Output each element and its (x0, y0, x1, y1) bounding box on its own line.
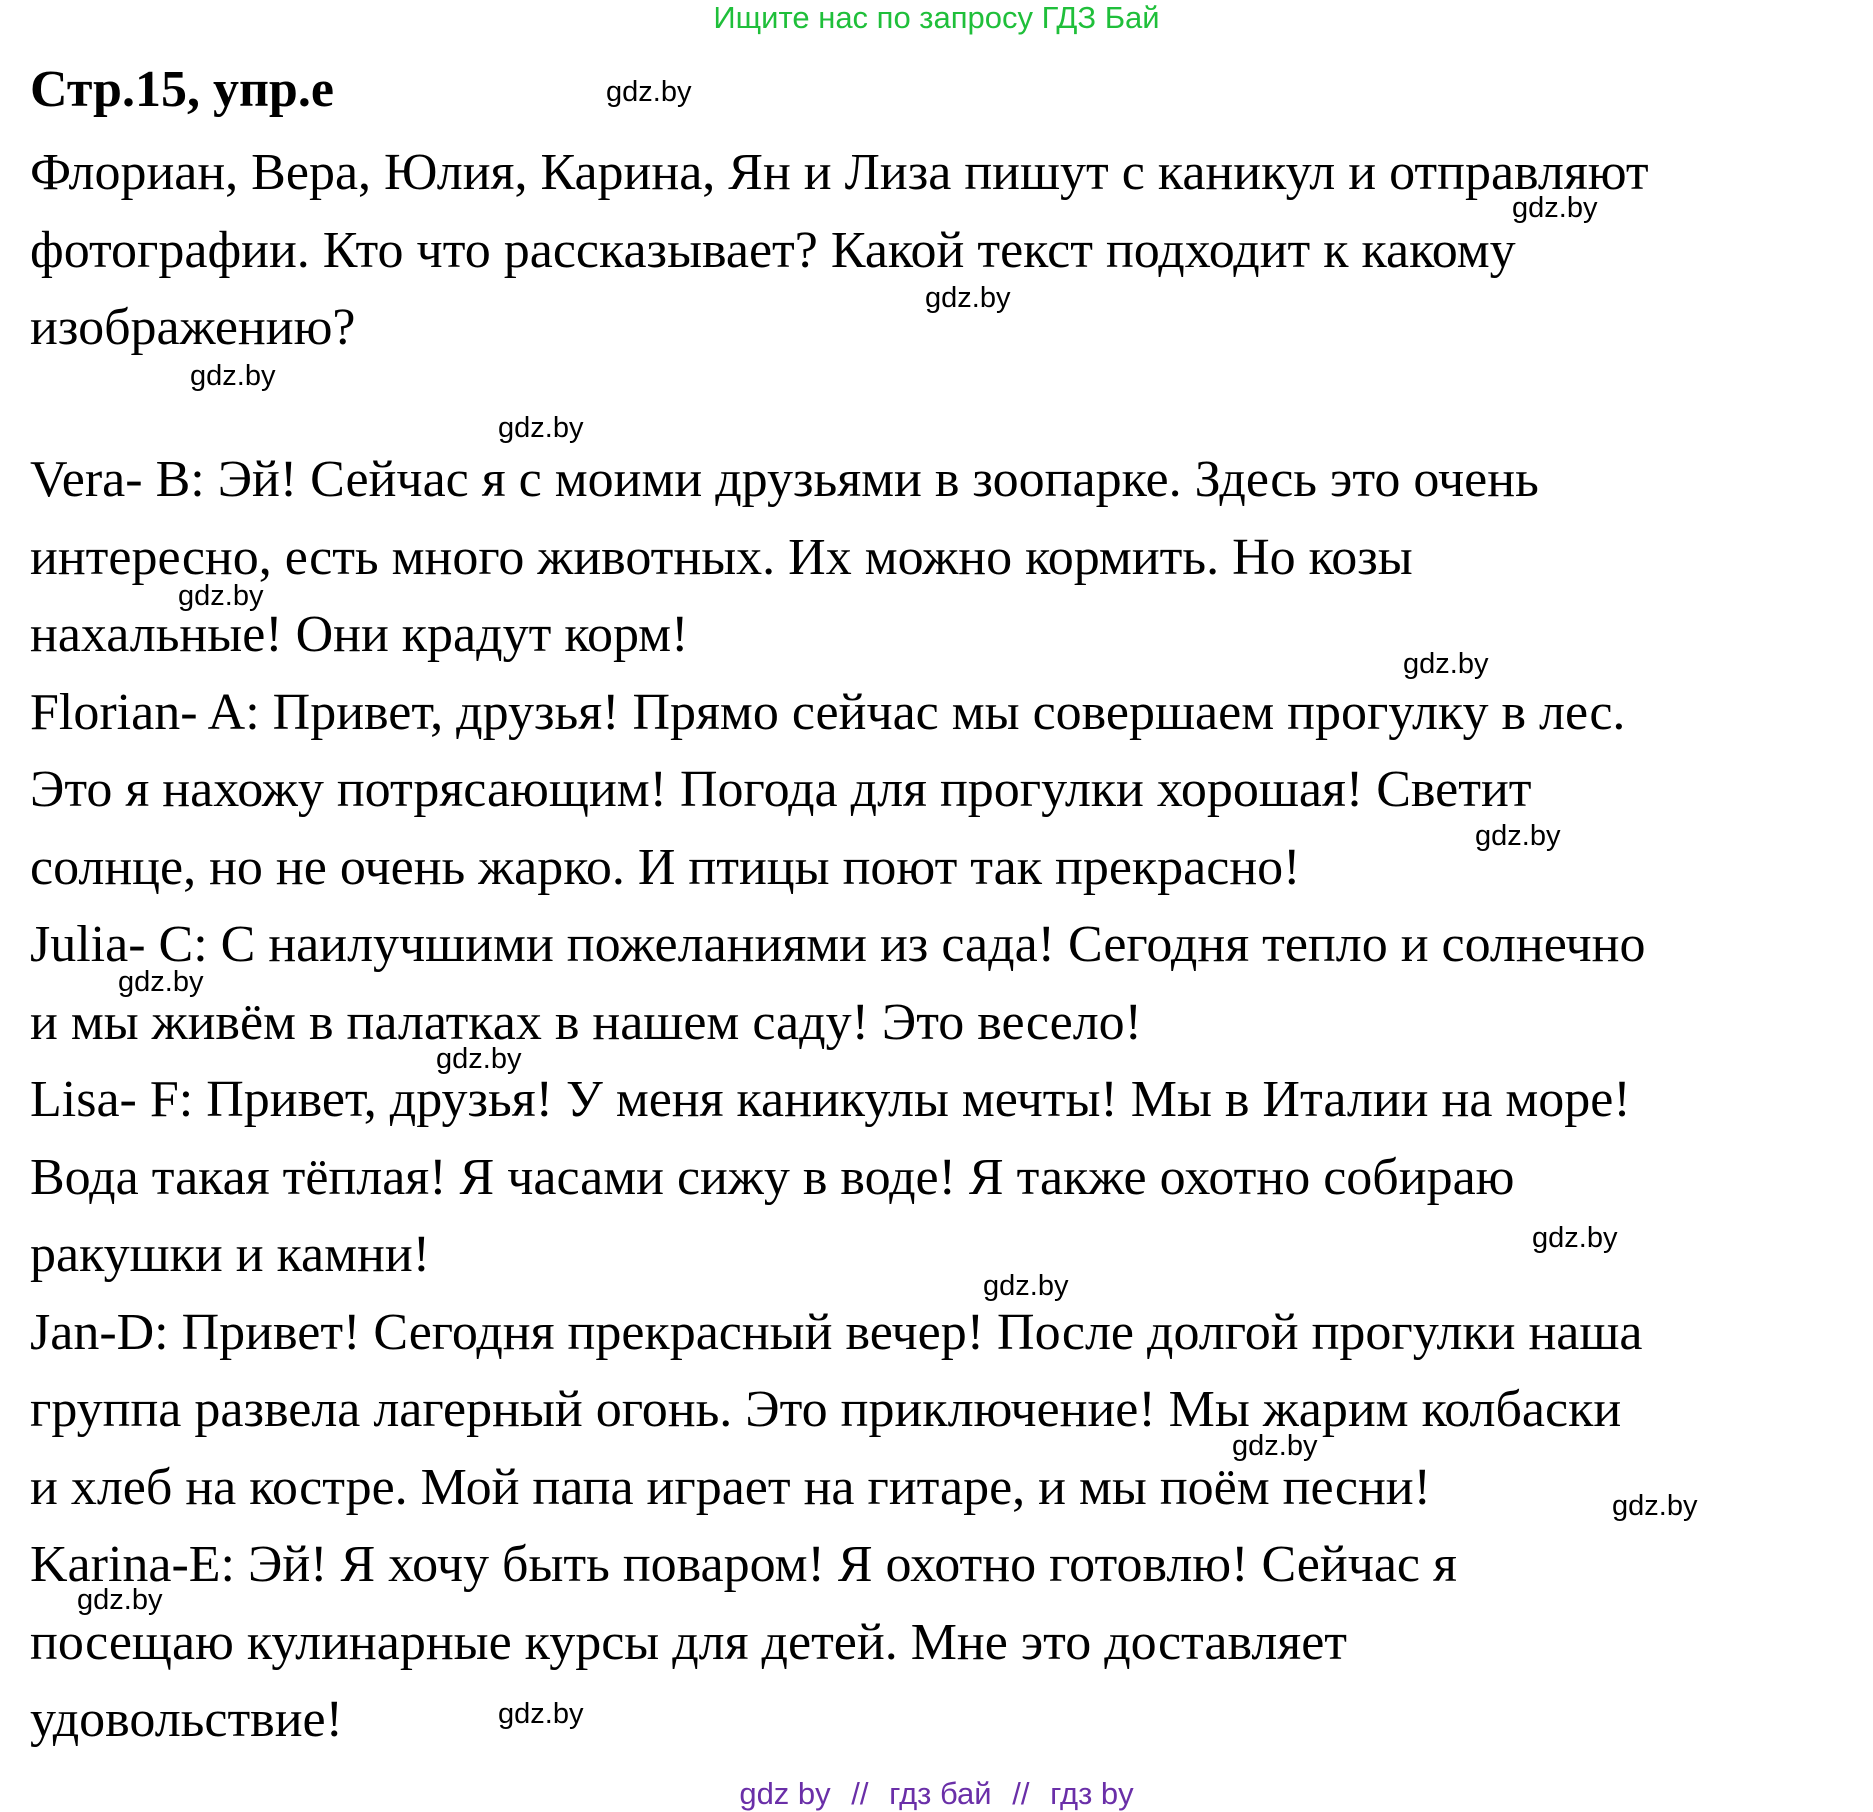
watermark: gdz.by (1612, 1490, 1698, 1522)
watermark: gdz.by (1532, 1222, 1618, 1254)
answer-line: группа развела лагерный огонь. Это приключение! Мы жарим колбаски (30, 1381, 1622, 1438)
watermark: gdz.by (1512, 192, 1598, 224)
answer-line: и хлеб на костре. Мой папа играет на гитаре, и мы поём песни! (30, 1458, 1431, 1516)
watermark: gdz.by (178, 580, 264, 612)
answer-line: Vera- B: Эй! Сейчас я с моими друзьями в зоопарке. Здесь это очень (30, 451, 1539, 508)
watermark: gdz.by (436, 1043, 522, 1075)
answer-line: Florian- A: Привет, друзья! Прямо сейчас мы совершаем прогулку в лес. (30, 683, 1626, 741)
answer-line: солнце, но не очень жарко. И птицы поют так прекрасно! (30, 838, 1301, 896)
watermark: gdz.by (983, 1270, 1069, 1302)
answers-block (30, 441, 1870, 1759)
answer-line: Jan-D: Привет! Сегодня прекрасный вечер! После долгой прогулки наша (30, 1303, 1643, 1361)
footer-part: gdz by (739, 1776, 831, 1811)
watermark: gdz.by (1403, 648, 1489, 680)
watermark: gdz.by (1232, 1430, 1318, 1462)
watermark: gdz.by (498, 1698, 584, 1730)
watermark: gdz.by (498, 412, 584, 444)
watermark: gdz.by (77, 1584, 163, 1616)
watermark: gdz.by (606, 76, 692, 108)
footer-part: гдз бай (889, 1776, 992, 1811)
watermark: gdz.by (190, 360, 276, 392)
intro-line: Флориан, Вера, Юлия, Карина, Ян и Лиза пишут с каникул и отправляют (30, 144, 1649, 201)
answer-line: Это я нахожу потрясающим! Погода для прогулки хорошая! Светит (30, 761, 1532, 818)
footer-part: гдз by (1050, 1776, 1134, 1811)
answer-line: Вода такая тёплая! Я часами сижу в воде! Я также охотно собираю (30, 1148, 1515, 1206)
answer-line: интересно, есть много животных. Их можно кормить. Но козы (30, 528, 1413, 586)
answer-line: Lisa- F: Привет, друзья! У меня каникулы мечты! Мы в Италии на море! (30, 1071, 1631, 1128)
intro-line: изображению? (30, 299, 356, 356)
footer-separator: // (1012, 1776, 1030, 1811)
answer-line: Karina-E: Эй! Я хочу быть поваром! Я охотно готовлю! Сейчас я (30, 1536, 1457, 1593)
exercise-intro (30, 134, 1870, 367)
footer-separator: // (851, 1776, 869, 1811)
answer-line: ракушки и камни! (30, 1226, 431, 1283)
watermark: gdz.by (925, 282, 1011, 314)
watermark: gdz.by (1475, 820, 1561, 852)
top-banner: Ищите нас по запросу ГДЗ Бай (713, 0, 1160, 35)
answer-line: и мы живём в палатках в нашем саду! Это весело! (30, 993, 1142, 1051)
answer-line: Julia- C: С наилучшими пожеланиями из сада! Сегодня тепло и солнечно (30, 916, 1646, 973)
answer-line: нахальные! Они крадут корм! (30, 606, 689, 663)
exercise-title: Стр.15, упр.е (30, 61, 334, 118)
answer-line: удовольствие! (30, 1691, 343, 1748)
intro-line: фотографии. Кто что рассказывает? Какой текст подходит к какому (30, 221, 1516, 279)
answer-line: посещаю кулинарные курсы для детей. Мне это доставляет (30, 1613, 1348, 1671)
watermark: gdz.by (118, 966, 204, 998)
footer-links (0, 1776, 1873, 1812)
